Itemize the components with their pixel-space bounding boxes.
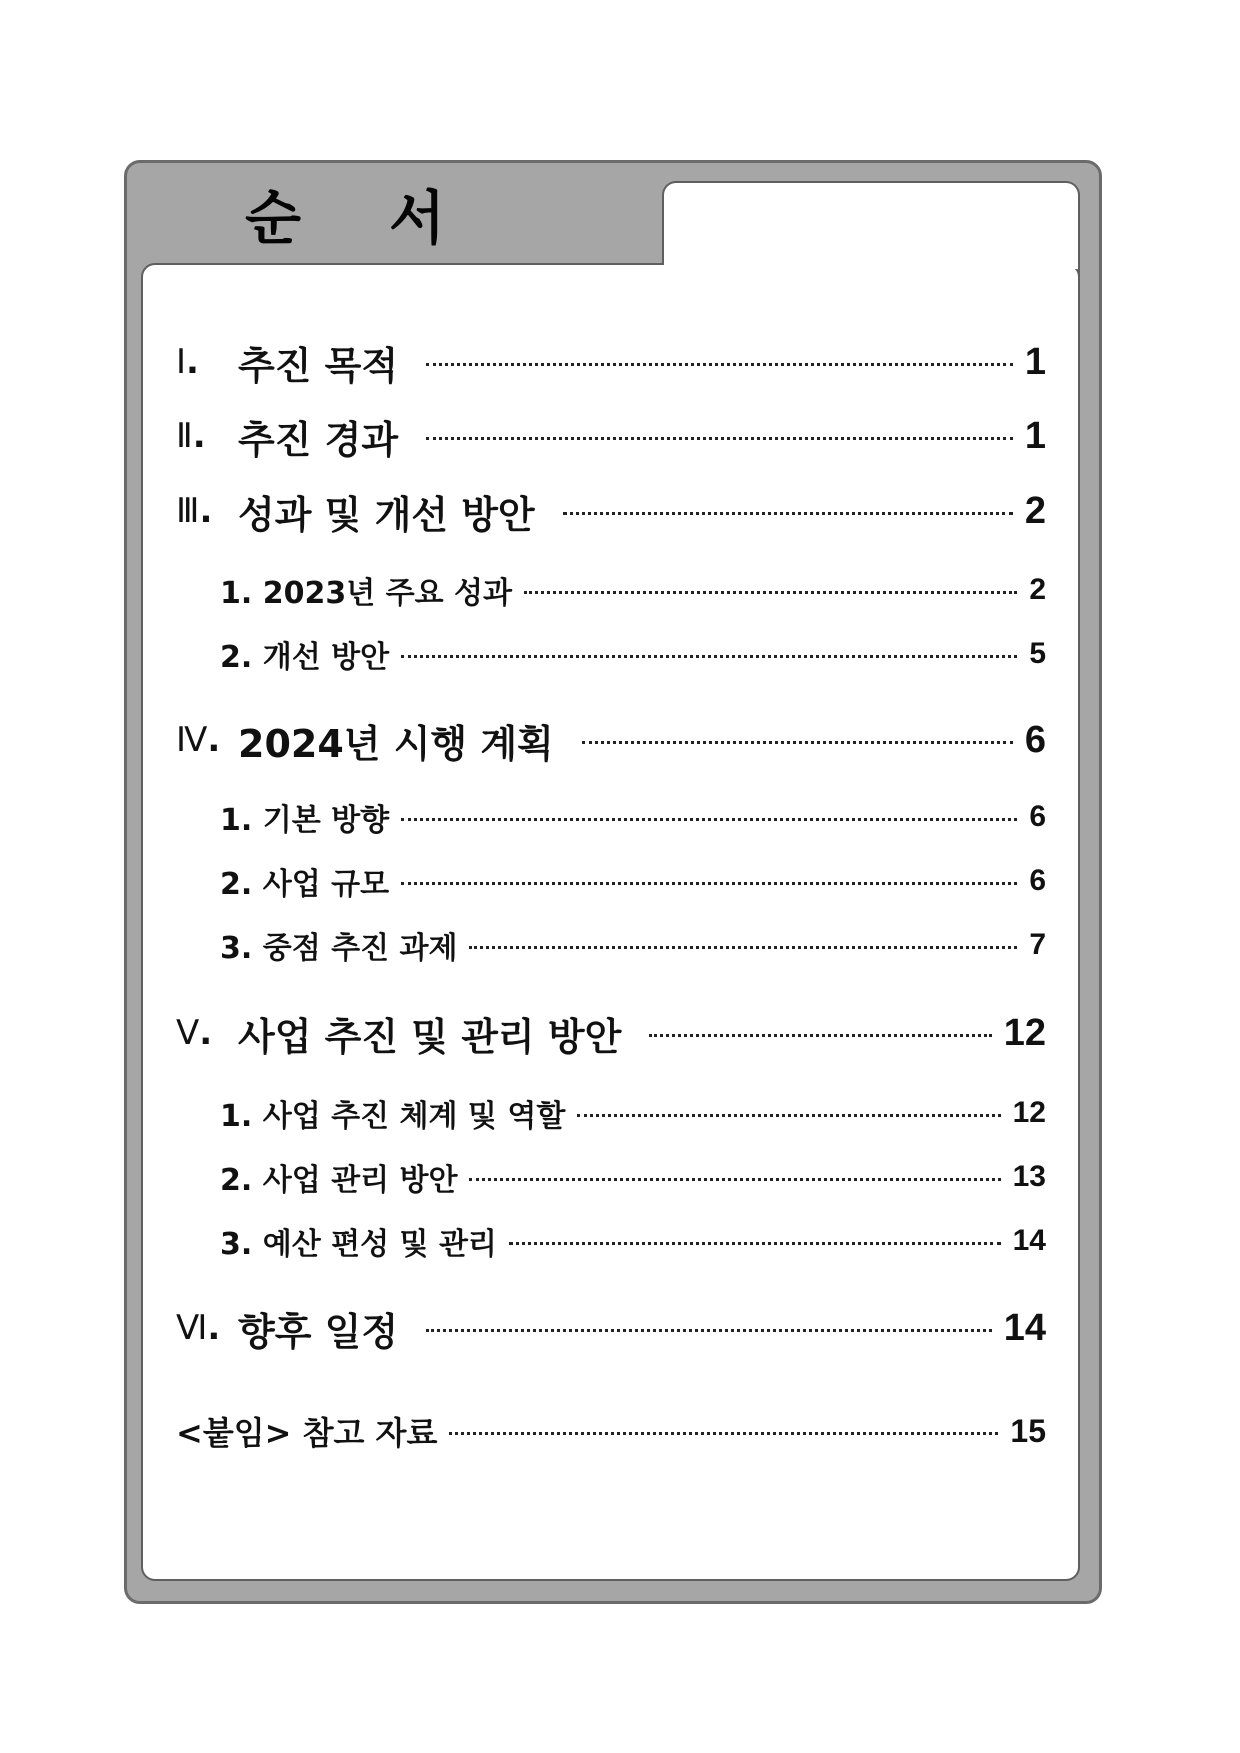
toc-section-2[interactable]	[176, 412, 1046, 460]
page-number: 1	[1024, 414, 1046, 457]
dot-leader	[524, 591, 1017, 594]
toc-item-3-1[interactable]	[220, 570, 1046, 610]
section-label: 향후 일정	[238, 1309, 399, 1354]
toc-item-4-2[interactable]	[220, 861, 1046, 901]
dot-leader	[469, 1178, 1000, 1181]
title-tab	[127, 163, 662, 265]
dot-leader	[469, 946, 1017, 949]
dot-leader	[401, 655, 1017, 658]
section-numeral: Ⅵ.	[176, 1308, 221, 1348]
toc-item-5-3[interactable]	[220, 1221, 1046, 1261]
item-label: 2. 사업 규모	[220, 867, 390, 902]
section-numeral: Ⅳ.	[176, 720, 221, 760]
page-number: 12	[1012, 1096, 1046, 1129]
page-number: 12	[1003, 1011, 1046, 1054]
page-number: 15	[1010, 1412, 1046, 1449]
section-label: 성과 및 개선 방안	[238, 492, 535, 537]
item-label: 2. 개선 방안	[220, 640, 390, 675]
page-number: 2	[1024, 489, 1046, 532]
dot-leader	[401, 818, 1017, 821]
section-label: 사업 추진 및 관리 방안	[238, 1014, 622, 1059]
page-number: 13	[1012, 1160, 1046, 1193]
page-title: 순서	[245, 184, 534, 252]
dot-leader	[563, 512, 1013, 515]
page-number: 5	[1029, 637, 1046, 670]
section-numeral: Ⅲ.	[176, 491, 213, 531]
item-label: 3. 예산 편성 및 관리	[220, 1227, 497, 1262]
page-number: 6	[1029, 800, 1046, 833]
item-label: 1. 기본 방향	[220, 803, 390, 838]
section-label: 2024년 시행 계획	[238, 721, 554, 766]
page-number: 7	[1029, 928, 1046, 961]
toc-item-5-1[interactable]	[220, 1093, 1046, 1133]
toc-section-6[interactable]	[176, 1304, 1046, 1352]
dot-leader	[449, 1432, 998, 1435]
toc-section-3[interactable]	[176, 487, 1046, 535]
toc-section-5[interactable]	[176, 1009, 1046, 1057]
section-numeral: Ⅱ.	[176, 416, 206, 456]
page-number: 6	[1029, 864, 1046, 897]
toc-section-4[interactable]	[176, 716, 1046, 764]
page-number: 14	[1003, 1306, 1046, 1349]
dot-leader	[426, 363, 1013, 366]
section-numeral: Ⅴ.	[176, 1013, 213, 1053]
section-label: 추진 목적	[238, 343, 399, 388]
page-number: 1	[1024, 340, 1046, 383]
toc-item-4-1[interactable]	[220, 797, 1046, 837]
dot-leader	[582, 741, 1013, 744]
dot-leader	[577, 1114, 1000, 1117]
page-number: 6	[1024, 718, 1046, 761]
page-number: 14	[1012, 1224, 1046, 1257]
dot-leader	[401, 882, 1017, 885]
dot-leader	[649, 1034, 991, 1037]
toc-item-5-2[interactable]	[220, 1157, 1046, 1197]
appendix-label: <붙임> 참고 자료	[176, 1414, 438, 1452]
dot-leader	[509, 1242, 1001, 1245]
item-label: 2. 사업 관리 방안	[220, 1163, 458, 1198]
dot-leader	[426, 1329, 992, 1332]
toc-section-1[interactable]	[176, 338, 1046, 386]
toc-item-3-2[interactable]	[220, 634, 1046, 674]
toc-item-4-3[interactable]	[220, 925, 1046, 965]
toc-appendix[interactable]	[176, 1410, 1046, 1452]
item-label: 1. 2023년 주요 성과	[220, 576, 512, 611]
dot-leader	[426, 437, 1013, 440]
item-label: 1. 사업 추진 체계 및 역할	[220, 1099, 566, 1134]
section-label: 추진 경과	[238, 417, 399, 462]
section-numeral: Ⅰ.	[176, 342, 199, 382]
item-label: 3. 중점 추진 과제	[220, 931, 458, 966]
page-number: 2	[1029, 573, 1046, 606]
